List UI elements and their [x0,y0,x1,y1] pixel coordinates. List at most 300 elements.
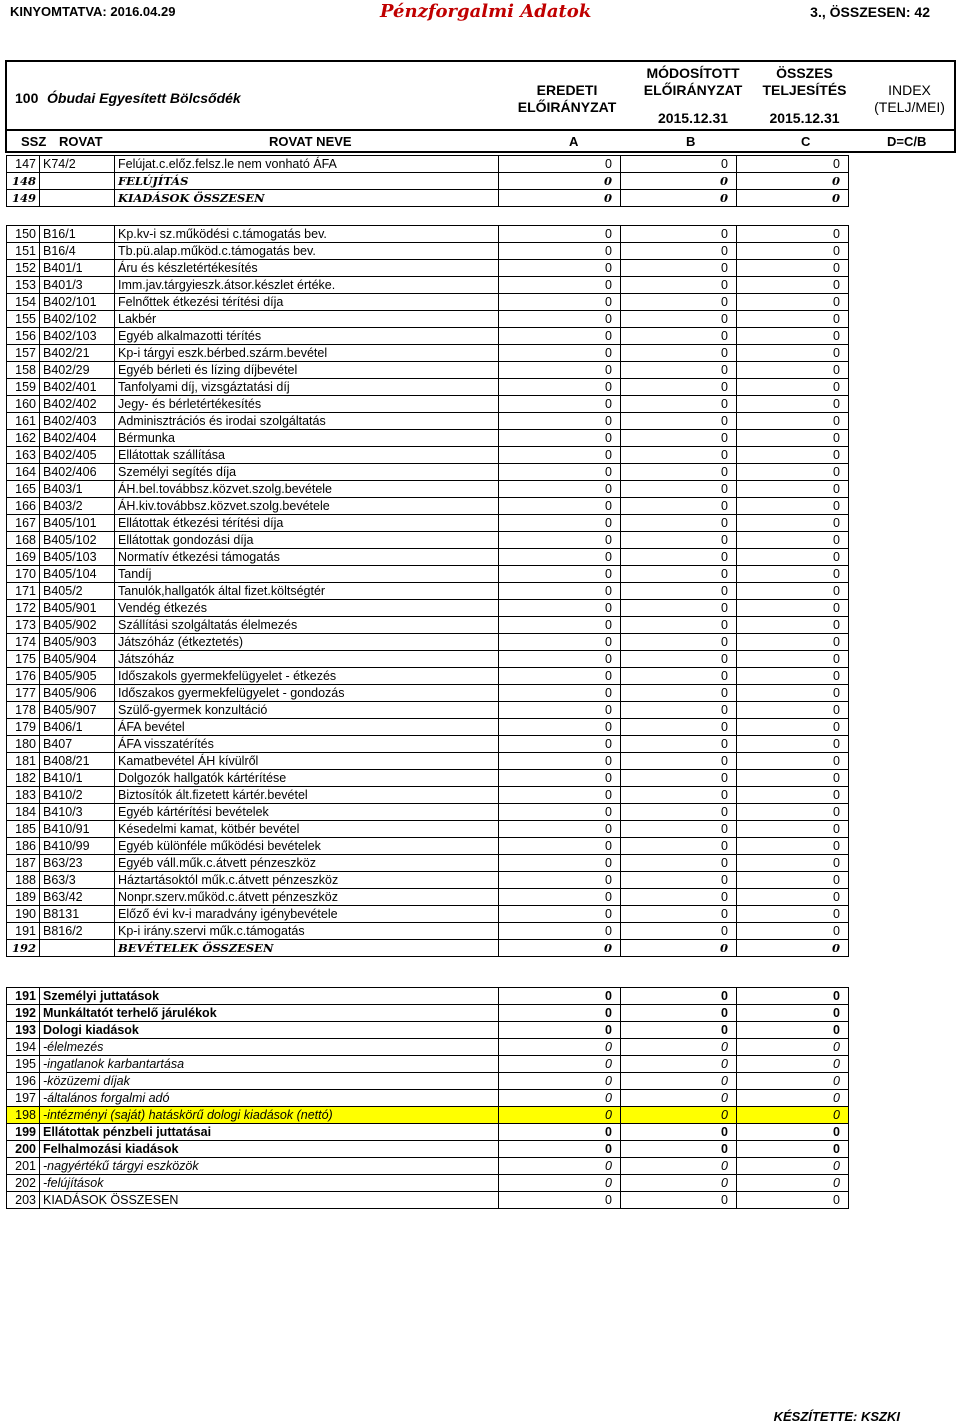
row-ssz: 203 [7,1192,40,1209]
row-value-b: 0 [621,243,737,260]
row-name: Háztartásoktól műk.c.átvett pénzeszköz [115,872,499,889]
table-row [7,838,849,855]
col-c-title-2: TELJESÍTÉS [762,82,847,98]
row-name: Felújat.c.előz.felsz.le nem vonható ÁFA [115,156,499,173]
row-name: Kp.kv-i sz.működési c.támogatás bev. [115,226,499,243]
row-value-a: 0 [499,226,621,243]
col-a-title-2: ELŐIRÁNYZAT [517,99,617,115]
row-value-b: 0 [621,328,737,345]
row-ssz: 181 [7,753,40,770]
row-name: Normatív étkezési támogatás [115,549,499,566]
row-value-b: 0 [621,1073,737,1090]
row-value-a: 0 [499,719,621,736]
row-value-b: 0 [621,906,737,923]
table-row [7,173,849,190]
row-ssz: 194 [7,1039,40,1056]
row-name: Tanulók,hallgatók által fizet.költségtér [115,583,499,600]
row-value-c: 0 [737,583,849,600]
row-value-b: 0 [621,311,737,328]
row-ssz: 178 [7,702,40,719]
row-value-a: 0 [499,923,621,940]
table-row [7,481,849,498]
row-name: Felnőttek étkezési térítési díja [115,294,499,311]
row-value-c: 0 [737,906,849,923]
table-row [7,600,849,617]
row-value-b: 0 [621,804,737,821]
row-rovat: K74/2 [40,156,115,173]
row-rovat: B816/2 [40,923,115,940]
row-value-c: 0 [737,413,849,430]
row-name: Tandíj [115,566,499,583]
row-value-a: 0 [499,294,621,311]
table-row [7,617,849,634]
row-name: Ellátottak gondozási díja [115,532,499,549]
table-row [7,906,849,923]
table-row [7,277,849,294]
row-value-b: 0 [621,889,737,906]
col-c-title-1: ÖSSZES [776,65,833,81]
row-rovat: B410/91 [40,821,115,838]
row-value-c: 0 [737,770,849,787]
table-row [7,362,849,379]
column-headers [5,131,956,153]
row-value-a: 0 [499,988,621,1005]
row-value-a: 0 [499,1073,621,1090]
row-value-c: 0 [737,1175,849,1192]
table-row [7,515,849,532]
row-value-b: 0 [621,1056,737,1073]
row-rovat: B16/1 [40,226,115,243]
row-name: KIADÁSOK ÖSSZESEN [40,1192,499,1209]
row-rovat: B405/907 [40,702,115,719]
table-row [7,345,849,362]
row-rovat: B402/102 [40,311,115,328]
row-name: Lakbér [115,311,499,328]
row-rovat: B405/104 [40,566,115,583]
table-row [7,1022,849,1039]
row-rovat: B402/21 [40,345,115,362]
row-value-b: 0 [621,736,737,753]
row-value-c: 0 [737,668,849,685]
row-name: Egyéb kártérítési bevételek [115,804,499,821]
row-value-c: 0 [737,685,849,702]
row-ssz: 200 [7,1141,40,1158]
row-rovat: B402/405 [40,447,115,464]
row-value-a: 0 [499,940,621,957]
table-expenses [6,155,849,207]
row-ssz: 147 [7,156,40,173]
row-name: -általános forgalmi adó [40,1090,499,1107]
table-row [7,1124,849,1141]
row-value-a: 0 [499,583,621,600]
row-value-c: 0 [737,600,849,617]
row-value-c: 0 [737,156,849,173]
row-ssz: 170 [7,566,40,583]
row-ssz: 189 [7,889,40,906]
row-value-a: 0 [499,396,621,413]
row-value-a: 0 [499,889,621,906]
col-b-title-1: MÓDOSÍTOTT [646,65,740,81]
row-value-b: 0 [621,1175,737,1192]
table-row [7,294,849,311]
row-name: Tb.pü.alap.működ.c.támogatás bev. [115,243,499,260]
colhead-rovat-neve: ROVAT NEVE [269,134,352,149]
row-ssz: 185 [7,821,40,838]
row-ssz: 193 [7,1022,40,1039]
table-row [7,1056,849,1073]
row-value-a: 0 [499,736,621,753]
row-value-b: 0 [621,173,737,190]
table-row [7,1192,849,1209]
row-value-c: 0 [737,855,849,872]
row-name: Kp-i tárgyi eszk.bérbed.szárm.bevétel [115,345,499,362]
row-value-a: 0 [499,1124,621,1141]
row-ssz: 172 [7,600,40,617]
row-name: Ellátottak pénzbeli juttatásai [40,1124,499,1141]
row-ssz: 197 [7,1090,40,1107]
table-row [7,685,849,702]
row-value-c: 0 [737,804,849,821]
colhead-ssz: SSZ [21,134,47,149]
table-row [7,923,849,940]
row-value-a: 0 [499,617,621,634]
table-row [7,1039,849,1056]
row-value-b: 0 [621,464,737,481]
table-row [7,413,849,430]
row-rovat: B402/103 [40,328,115,345]
row-value-c: 0 [737,821,849,838]
row-value-b: 0 [621,430,737,447]
row-value-c: 0 [737,1107,849,1124]
row-value-c: 0 [737,260,849,277]
colhead-rovat: ROVAT [59,134,103,149]
row-name: Egyéb váll.műk.c.átvett pénzeszköz [115,855,499,872]
row-value-c: 0 [737,1022,849,1039]
row-value-c: 0 [737,634,849,651]
row-rovat: B401/3 [40,277,115,294]
row-value-b: 0 [621,362,737,379]
row-rovat: B403/1 [40,481,115,498]
row-value-c: 0 [737,464,849,481]
row-value-b: 0 [621,260,737,277]
row-name: Személyi juttatások [40,988,499,1005]
row-name: Időszakos gyermekfelügyelet - gondozás [115,685,499,702]
row-ssz: 169 [7,549,40,566]
table-row [7,328,849,345]
row-name: Kp-i irány.szervi műk.c.támogatás [115,923,499,940]
row-value-b: 0 [621,190,737,207]
row-value-c: 0 [737,566,849,583]
table-row [7,447,849,464]
row-rovat: B402/402 [40,396,115,413]
table-revenues [6,225,849,957]
row-rovat: B408/21 [40,753,115,770]
row-rovat: B405/101 [40,515,115,532]
row-ssz: 164 [7,464,40,481]
table-row [7,430,849,447]
row-ssz: 161 [7,413,40,430]
row-ssz: 201 [7,1158,40,1175]
row-ssz: 196 [7,1073,40,1090]
row-value-c: 0 [737,396,849,413]
row-value-c: 0 [737,736,849,753]
col-b-title-2: ELŐIRÁNYZAT [643,82,743,98]
row-ssz: 184 [7,804,40,821]
colhead-c: C [801,134,811,149]
row-ssz: 183 [7,787,40,804]
table-row [7,396,849,413]
row-value-b: 0 [621,617,737,634]
row-ssz: 167 [7,515,40,532]
row-name: BEVÉTELEK ÖSSZESEN [115,940,499,957]
col-c-date: 2015.12.31 [769,110,840,126]
row-value-b: 0 [621,294,737,311]
table-row [7,1141,849,1158]
row-value-c: 0 [737,549,849,566]
row-name: Áru és készletértékesítés [115,260,499,277]
table-row [7,940,849,957]
row-name: Biztosítók ált.fizetett kártér.bevétel [115,787,499,804]
colhead-a: A [569,134,579,149]
row-ssz: 168 [7,532,40,549]
row-value-c: 0 [737,447,849,464]
row-name: -ingatlanok karbantartása [40,1056,499,1073]
row-ssz: 155 [7,311,40,328]
row-name: -nagyértékű tárgyi eszközök [40,1158,499,1175]
row-name: Ellátottak étkezési térítési díja [115,515,499,532]
row-value-a: 0 [499,498,621,515]
row-value-a: 0 [499,260,621,277]
row-rovat: B402/401 [40,379,115,396]
row-value-c: 0 [737,940,849,957]
row-ssz: 151 [7,243,40,260]
table-row [7,583,849,600]
row-ssz: 148 [7,173,40,190]
row-name: FELÚJÍTÁS [115,173,499,190]
row-name: Egyéb bérleti és lízing díjbevétel [115,362,499,379]
row-value-b: 0 [621,651,737,668]
row-ssz: 191 [7,923,40,940]
row-value-a: 0 [499,1005,621,1022]
row-ssz: 176 [7,668,40,685]
row-value-c: 0 [737,1005,849,1022]
row-ssz: 149 [7,190,40,207]
table-row [7,872,849,889]
row-name: Személyi segítés díja [115,464,499,481]
table-row [7,1073,849,1090]
row-value-b: 0 [621,583,737,600]
table-row [7,821,849,838]
row-name: -élelmezés [40,1039,499,1056]
row-name: -közüzemi díjak [40,1073,499,1090]
row-value-c: 0 [737,617,849,634]
row-value-c: 0 [737,481,849,498]
row-value-a: 0 [499,515,621,532]
row-ssz: 157 [7,345,40,362]
row-value-a: 0 [499,549,621,566]
table-row [7,719,849,736]
row-value-b: 0 [621,345,737,362]
row-value-b: 0 [621,277,737,294]
table-row [7,889,849,906]
row-value-c: 0 [737,277,849,294]
row-value-c: 0 [737,243,849,260]
row-name: Egyéb alkalmazotti térítés [115,328,499,345]
row-value-a: 0 [499,277,621,294]
row-ssz: 159 [7,379,40,396]
row-name: Ellátottak szállítása [115,447,499,464]
row-ssz: 166 [7,498,40,515]
institution-number: 100 [15,90,39,106]
row-ssz: 150 [7,226,40,243]
row-value-c: 0 [737,498,849,515]
row-value-c: 0 [737,1073,849,1090]
row-value-a: 0 [499,804,621,821]
row-value-b: 0 [621,515,737,532]
row-value-c: 0 [737,532,849,549]
row-value-a: 0 [499,345,621,362]
row-value-c: 0 [737,753,849,770]
table-row [7,566,849,583]
table-row [7,770,849,787]
row-value-b: 0 [621,685,737,702]
row-ssz: 195 [7,1056,40,1073]
row-ssz: 192 [7,940,40,957]
row-ssz: 198 [7,1107,40,1124]
row-value-c: 0 [737,311,849,328]
col-d-title-2: (TELJ/MEI) [874,99,945,115]
table-row [7,1158,849,1175]
row-value-b: 0 [621,702,737,719]
row-value-b: 0 [621,498,737,515]
row-rovat: B405/103 [40,549,115,566]
row-name: Munkáltatót terhelő járulékok [40,1005,499,1022]
row-value-b: 0 [621,668,737,685]
row-value-c: 0 [737,1039,849,1056]
row-ssz: 156 [7,328,40,345]
row-rovat: B405/906 [40,685,115,702]
row-rovat: B63/42 [40,889,115,906]
table-row [7,855,849,872]
row-value-a: 0 [499,1039,621,1056]
row-value-b: 0 [621,1022,737,1039]
table-row [7,532,849,549]
table-row [7,753,849,770]
row-value-a: 0 [499,430,621,447]
row-value-c: 0 [737,515,849,532]
print-header [0,0,960,28]
table-row [7,1005,849,1022]
table-row [7,498,849,515]
row-value-c: 0 [737,226,849,243]
table-row [7,226,849,243]
row-name: Vendég étkezés [115,600,499,617]
row-value-b: 0 [621,413,737,430]
table-row [7,156,849,173]
table-row [7,736,849,753]
row-value-a: 0 [499,1192,621,1209]
row-ssz: 174 [7,634,40,651]
row-value-a: 0 [499,872,621,889]
row-value-a: 0 [499,1107,621,1124]
row-value-c: 0 [737,1124,849,1141]
row-value-a: 0 [499,481,621,498]
row-rovat: B403/2 [40,498,115,515]
row-value-c: 0 [737,872,849,889]
row-value-c: 0 [737,1158,849,1175]
row-value-c: 0 [737,1090,849,1107]
row-name: Játszóház (étkeztetés) [115,634,499,651]
row-value-a: 0 [499,753,621,770]
row-value-c: 0 [737,345,849,362]
row-ssz: 175 [7,651,40,668]
row-value-c: 0 [737,430,849,447]
row-name: KIADÁSOK ÖSSZESEN [115,190,499,207]
row-value-b: 0 [621,988,737,1005]
row-rovat: B405/904 [40,651,115,668]
colhead-b: B [686,134,696,149]
row-value-c: 0 [737,294,849,311]
row-ssz: 173 [7,617,40,634]
table-row [7,1107,849,1124]
row-rovat: B402/404 [40,430,115,447]
col-d-title-1: INDEX [888,82,931,98]
row-value-c: 0 [737,923,849,940]
row-value-c: 0 [737,328,849,345]
prepared-by: KÉSZÍTETTE: KSZKI [773,1409,900,1424]
row-value-b: 0 [621,1141,737,1158]
row-name: ÁFA bevétel [115,719,499,736]
row-rovat: B405/102 [40,532,115,549]
row-value-a: 0 [499,379,621,396]
row-value-b: 0 [621,566,737,583]
row-ssz: 190 [7,906,40,923]
row-name: Szállítási szolgáltatás élelmezés [115,617,499,634]
row-value-a: 0 [499,532,621,549]
row-ssz: 177 [7,685,40,702]
table-row [7,1090,849,1107]
row-ssz: 158 [7,362,40,379]
row-name: Dolgozók hallgatók kártérítése [115,770,499,787]
row-name: Kamatbevétel ÁH kívülről [115,753,499,770]
row-name: Adminisztrációs és irodai szolgáltatás [115,413,499,430]
row-rovat: B16/4 [40,243,115,260]
row-name: Egyéb különféle működési bevételek [115,838,499,855]
row-value-b: 0 [621,549,737,566]
table-summary [6,987,849,1209]
row-ssz: 162 [7,430,40,447]
row-rovat: B402/101 [40,294,115,311]
row-rovat: B402/29 [40,362,115,379]
row-value-a: 0 [499,566,621,583]
row-value-b: 0 [621,1124,737,1141]
print-date: KINYOMTATVA: 2016.04.29 [10,4,176,19]
row-rovat: B405/903 [40,634,115,651]
row-name: Tanfolyami díj, vizsgáztatási díj [115,379,499,396]
row-value-a: 0 [499,685,621,702]
row-value-b: 0 [621,226,737,243]
row-rovat: B402/403 [40,413,115,430]
row-value-c: 0 [737,173,849,190]
row-ssz: 165 [7,481,40,498]
row-name: -felújítások [40,1175,499,1192]
col-a-title-1: EREDETI [536,82,598,98]
row-value-a: 0 [499,1175,621,1192]
table-row [7,651,849,668]
row-value-a: 0 [499,464,621,481]
row-rovat: B405/902 [40,617,115,634]
row-rovat: B410/2 [40,787,115,804]
